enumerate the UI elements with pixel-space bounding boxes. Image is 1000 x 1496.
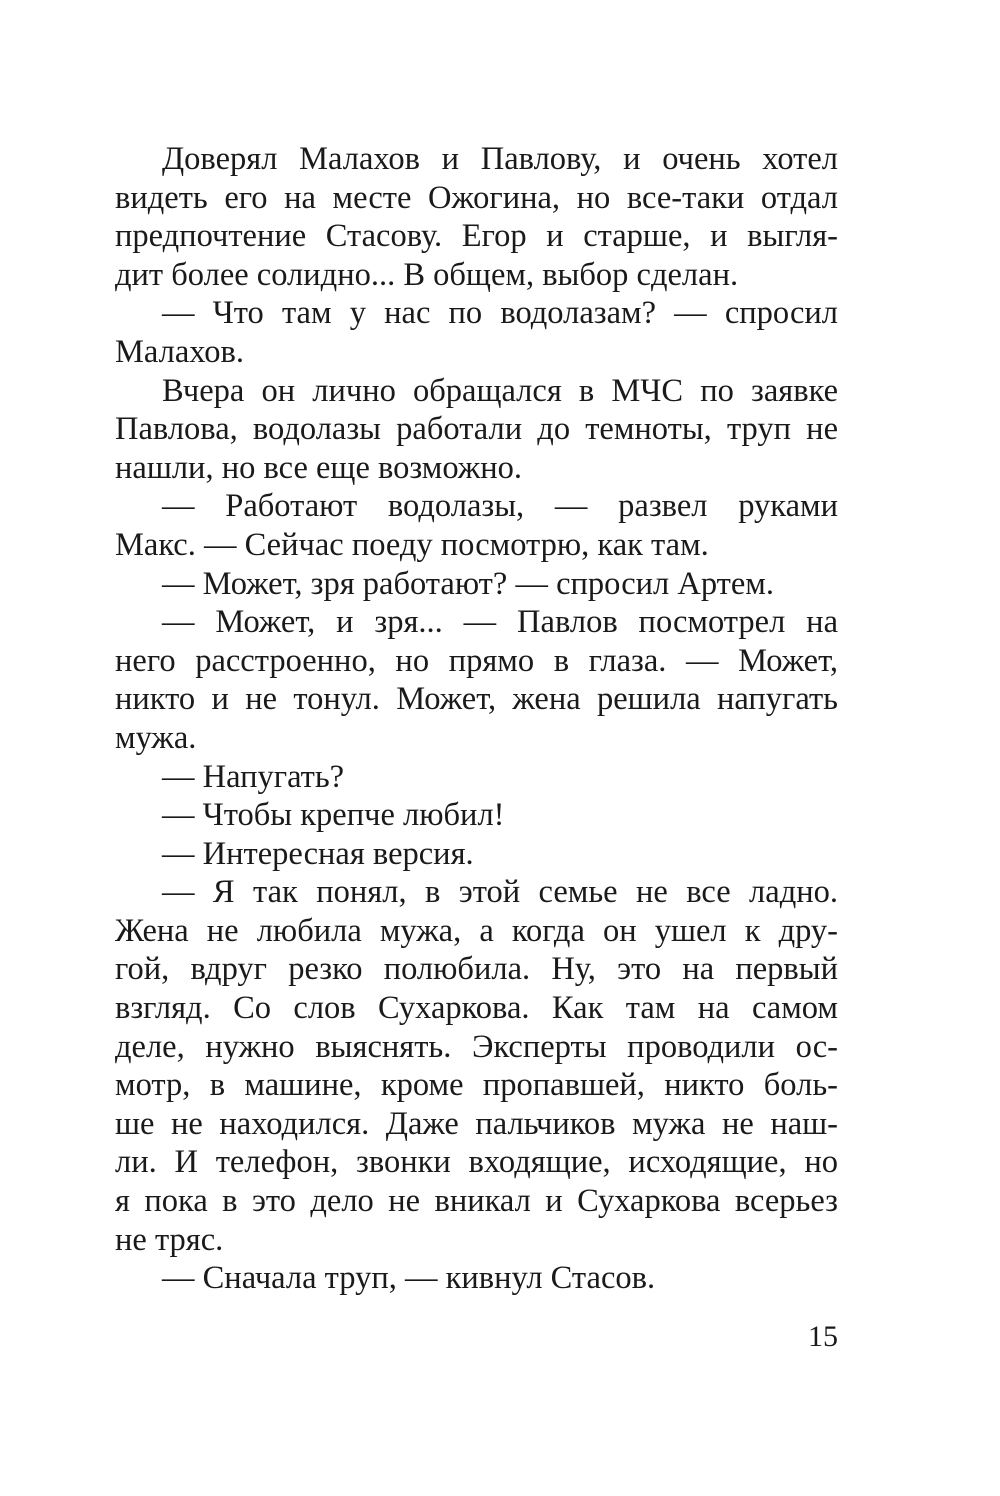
text-line: — Может, и зря... — Павлов посмотрел на (162, 604, 838, 641)
text-line: Малахов. (115, 333, 244, 370)
text-line: мотр, в машине, кроме пропавшей, никто боль- (115, 1067, 838, 1104)
text-line: Макс. — Сейчас поеду посмотрю, как там. (115, 526, 709, 563)
text-line: Павлова, водолазы работали до темноты, труп не (115, 411, 838, 448)
text-line: деле, нужно выяснять. Эксперты проводили ос- (115, 1028, 838, 1065)
text-line: него расстроенно, но прямо в глаза. — Может, (115, 642, 838, 679)
text-line: Вчера он лично обращался в МЧС по заявке (162, 372, 838, 409)
text-line: взгляд. Со слов Сухаркова. Как там на самом (115, 990, 838, 1027)
text-line: видеть его на месте Ожогина, но все-таки отдал (115, 179, 838, 216)
page-number: 15 (808, 1320, 838, 1353)
text-line: — Сначала труп, — кивнул Стасов. (162, 1260, 656, 1297)
text-line: предпочтение Стасову. Егор и старше, и выгля- (115, 218, 838, 255)
text-line: я пока в это дело не вникал и Сухаркова всерьез (115, 1183, 838, 1220)
text-line: не тряс. (115, 1221, 224, 1258)
text-line: — Напугать? (162, 758, 345, 795)
text-line: — Чтобы крепче любил! (162, 797, 505, 834)
text-line: — Что там у нас по водолазам? — спросил (162, 295, 838, 332)
text-line: нашли, но все еще возможно. (115, 449, 522, 486)
text-line: Доверял Малахов и Павлову, и очень хотел (162, 141, 838, 177)
page-text (115, 140, 838, 1298)
text-line: Жена не любила мужа, а когда он ушел к дру- (115, 912, 838, 949)
text-line: гой, вдруг резко полюбила. Ну, это на первый (115, 951, 838, 988)
text-line: — Работают водолазы, — развел руками (162, 488, 838, 525)
text-line: никто и не тонул. Может, жена решила напугать (115, 681, 838, 718)
text-line: — Интересная версия. (162, 835, 474, 872)
text-line: мужа. (115, 719, 197, 756)
text-line: — Может, зря работают? — спросил Артем. (162, 565, 774, 602)
text-line: ли. И телефон, звонки входящие, исходящие, но (115, 1144, 838, 1181)
text-line: ше не находился. Даже пальчиков мужа не наш- (115, 1105, 838, 1142)
text-line: — Я так понял, в этой семье не все ладно. (162, 874, 838, 911)
text-line: дит более солидно... В общем, выбор сделан. (115, 256, 739, 293)
